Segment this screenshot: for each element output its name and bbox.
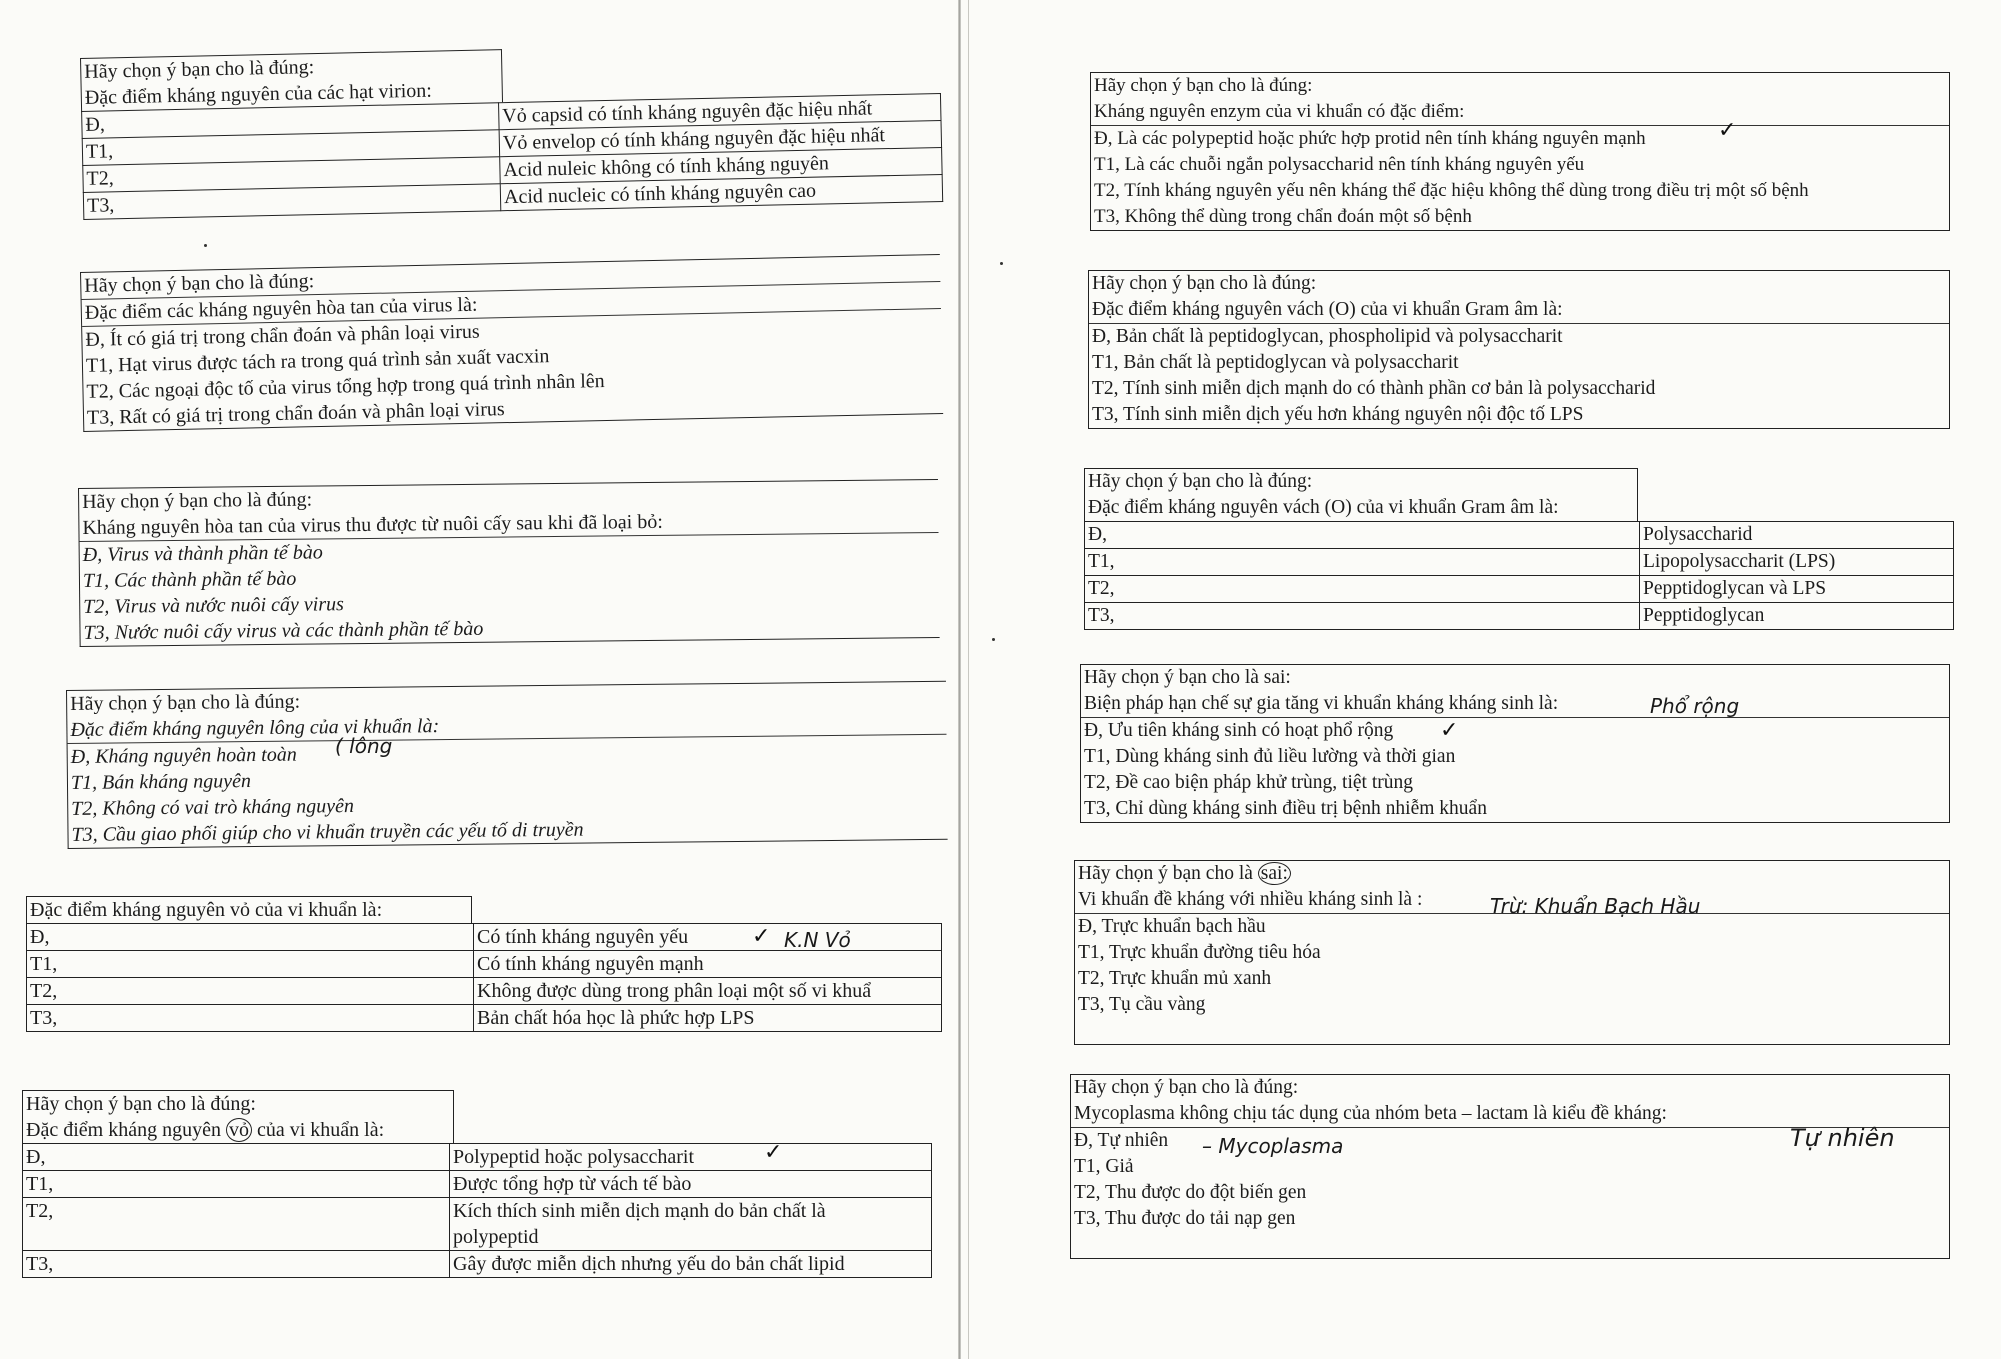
option-t2: T2, Thu được do đột biến gen — [1074, 1182, 1307, 1203]
question-soluble-antigen-features — [80, 254, 943, 432]
options-table — [22, 1143, 932, 1278]
option-key: T3, — [83, 184, 500, 220]
question-capsule-antigen-2 — [22, 1090, 932, 1278]
option-d: Đ, Ưu tiên kháng sinh có hoạt phổ rộng — [1084, 720, 1394, 741]
option-d: Đ, Là các polypeptid hoặc phức hợp protid nên tính kháng nguyên mạnh — [1094, 128, 1646, 149]
option-answer: Acid nucleic có tính kháng nguyên cao — [500, 174, 942, 210]
option-answer: Có tính kháng nguyên yếu — [474, 924, 942, 951]
question-mycoplasma-resistance — [1070, 1074, 1950, 1259]
option-t3: T3, Thu được do tải nạp gen — [1074, 1208, 1296, 1229]
option-t1: T1, Các thành phần tế bào — [82, 567, 297, 592]
option-t1: T1, Trực khuẩn đường tiêu hóa — [1078, 942, 1321, 963]
question-prompt: Hãy chọn ý bạn cho là sai: — [1075, 861, 1949, 887]
option-answer: Vỏ capsid có tính kháng nguyên đặc hiệu nhất — [499, 93, 941, 129]
option-key: T3, — [23, 1251, 450, 1278]
speck — [1000, 262, 1003, 265]
option-t2: T2, Tính kháng nguyên yếu nên kháng thể đặc hiệu không thể dùng trong điều trị một số bệnh — [1094, 180, 1809, 201]
check-mark-icon: ✓ — [1440, 718, 1459, 743]
option-d: Đ, Ít có giá trị trong chẩn đoán và phân loại virus — [85, 320, 480, 351]
option-key: T3, — [27, 1005, 474, 1032]
question-prompt: Hãy chọn ý bạn cho là đúng: — [1094, 75, 1313, 96]
option-t2: T2, Đề cao biện pháp khử trùng, tiệt trùng — [1084, 772, 1413, 793]
handwritten-note: ( lông — [335, 734, 393, 758]
option-t1: T1, Bản chất là peptidoglycan và polysaccharit — [1092, 352, 1459, 373]
question-prompt: Hãy chọn ý bạn cho là đúng: — [84, 56, 315, 83]
question-prompt: Hãy chọn ý bạn cho là đúng: — [82, 488, 313, 513]
option-t3: T3, Không thể dùng trong chẩn đoán một số bệnh — [1094, 206, 1472, 227]
question-stem: Kháng nguyên enzym của vi khuẩn có đặc điểm: — [1091, 99, 1949, 126]
option-key: Đ, — [27, 924, 474, 951]
handwritten-note: Tự nhiên — [1790, 1124, 1895, 1152]
option-answer: Bản chất hóa học là phức hợp LPS — [474, 1005, 942, 1032]
question-prompt: Hãy chọn ý bạn cho là đúng: — [26, 1093, 256, 1115]
option-answer: Lipopolysaccharit (LPS) — [1640, 549, 1954, 576]
question-enzyme-antigen — [1090, 72, 1950, 231]
option-key: Đ, — [23, 1144, 450, 1171]
check-mark-icon: ✓ — [764, 1140, 783, 1165]
option-t3: T3, Chỉ dùng kháng sinh điều trị bệnh nhiễm khuẩn — [1084, 798, 1487, 819]
question-stem: Đặc điểm kháng nguyên của các hạt virion: — [84, 79, 433, 109]
option-d: Đ, Trực khuẩn bạch hầu — [1078, 916, 1266, 937]
option-answer: Polypeptid hoặc polysaccharit — [450, 1144, 932, 1171]
question-stem: Đặc điểm kháng nguyên lông của vi khuẩn là: — [67, 708, 946, 744]
option-t1: T1, Bán kháng nguyên — [70, 770, 252, 794]
option-key: T2, — [27, 978, 474, 1005]
question-prompt: Hãy chọn ý bạn cho là đúng: — [1088, 471, 1313, 492]
option-key: T1, — [1085, 549, 1640, 576]
option-answer: Acid nuleic không có tính kháng nguyên — [500, 147, 942, 183]
question-stem: Đặc điểm kháng nguyên vỏ của vi khuẩn là: — [30, 899, 383, 921]
option-d: Đ, Tự nhiên — [1074, 1130, 1169, 1151]
option-t2: T2, Các ngoại độc tố của virus tổng hợp trong quá trình nhân lên — [86, 370, 605, 403]
speck — [204, 244, 207, 247]
option-key: T3, — [1085, 603, 1640, 630]
circled-word: vỏ — [226, 1118, 252, 1142]
option-t3: T3, Cầu giao phối giúp cho vi khuẩn truyền các yếu tố di truyền — [71, 818, 584, 846]
speck — [992, 638, 995, 641]
option-t2: T2, Trực khuẩn mủ xanh — [1078, 968, 1272, 989]
options-table — [81, 93, 943, 220]
option-key: Đ, — [1085, 522, 1640, 549]
option-d: Đ, Virus và thành phần tế bào — [82, 541, 323, 566]
option-answer: Polysaccharid — [1640, 522, 1954, 549]
option-t3: T3, Rất có giá trị trong chẩn đoán và phân loại virus — [86, 398, 505, 429]
option-answer: Không được dùng trong phân loại một số vi khuẩ — [474, 978, 942, 1005]
option-answer: Kích thích sinh miễn dịch mạnh do bản chất là polypeptid — [450, 1198, 932, 1251]
option-t2: T2, Không có vai trò kháng nguyên — [71, 794, 355, 820]
question-stem: Vi khuẩn đề kháng với nhiều kháng sinh là : — [1075, 887, 1949, 914]
question-flagellar-antigen — [66, 681, 948, 849]
circled-word: sai: — [1258, 862, 1291, 885]
check-mark-icon: ✓ — [1718, 118, 1737, 143]
question-multidrug-resistant-bacteria — [1074, 860, 1950, 1045]
check-mark-icon: ✓ — [752, 924, 771, 949]
question-stem: Đặc điểm kháng nguyên vách (O) của vi khuẩn Gram âm là: — [1089, 297, 1949, 324]
option-t2: T2, Virus và nước nuôi cấy virus — [83, 593, 344, 618]
question-stem: Đặc điểm các kháng nguyên hòa tan của virus là: — [82, 282, 941, 327]
option-d: Đ, Bản chất là peptidoglycan, phospholipid và polysaccharit — [1092, 326, 1563, 347]
option-t3: T3, Nước nuôi cấy virus và các thành phần tế bào — [83, 617, 484, 644]
question-prompt: Hãy chọn ý bạn cho là đúng: — [70, 690, 301, 715]
question-stem: Đặc điểm kháng nguyên vách (O) của vi khuẩn Gram âm là: — [1088, 497, 1559, 518]
option-answer: Có tính kháng nguyên mạnh — [474, 951, 942, 978]
question-prompt: Hãy chọn ý bạn cho là đúng: — [81, 255, 940, 300]
right-page — [970, 0, 2001, 1359]
question-prompt: Hãy chọn ý bạn cho là đúng: — [1092, 273, 1317, 294]
question-stem: Mycoplasma không chịu tác dụng của nhóm beta – lactam là kiểu đề kháng: — [1071, 1101, 1949, 1128]
question-virion-antigen — [80, 40, 933, 220]
option-t2: T2, Tính sinh miễn dịch mạnh do có thành phần cơ bản là polysaccharid — [1092, 378, 1656, 399]
option-t1: T1, Là các chuỗi ngắn polysaccharid nên tính kháng nguyên yếu — [1094, 154, 1585, 175]
question-soluble-antigen-culture — [78, 479, 940, 647]
handwritten-note: K.N Vỏ — [784, 928, 851, 952]
option-answer: Gây được miễn dịch nhưng yếu do bản chất lipid — [450, 1251, 932, 1278]
question-antibiotic-resistance-measures — [1080, 664, 1950, 823]
left-page — [0, 0, 960, 1359]
question-o-antigen-gram-negative — [1088, 270, 1950, 429]
question-stem: Biện pháp hạn chế sự gia tăng vi khuẩn kháng kháng sinh là: — [1081, 691, 1949, 718]
option-answer: Pepptidoglycan và LPS — [1640, 576, 1954, 603]
book-spine-edge — [968, 0, 969, 1359]
option-t1: T1, Dùng kháng sinh đủ liều lường và thời gian — [1084, 746, 1456, 767]
options-table — [1084, 521, 1954, 630]
option-t3: T3, Tính sinh miễn dịch yếu hơn kháng nguyên nội độc tố LPS — [1092, 404, 1584, 425]
option-key: T2, — [1085, 576, 1640, 603]
option-key: T2, — [23, 1198, 450, 1251]
question-stem: Đặc điểm kháng nguyên vỏ của vi khuẩn là: — [26, 1119, 385, 1141]
option-t3: T3, Tụ cầu vàng — [1078, 994, 1206, 1015]
option-key: T2, — [83, 157, 500, 193]
option-key: Đ, — [82, 103, 499, 139]
option-answer: Được tổng hợp từ vách tế bào — [450, 1171, 932, 1198]
question-prompt: Hãy chọn ý bạn cho là sai: — [1084, 667, 1291, 688]
question-o-antigen-table — [1084, 468, 1954, 630]
option-t1: T1, Giả — [1074, 1156, 1134, 1177]
question-prompt: Hãy chọn ý bạn cho là đúng: — [1074, 1077, 1299, 1098]
option-key: T1, — [23, 1171, 450, 1198]
option-key: T1, — [27, 951, 474, 978]
option-answer: Vỏ envelop có tính kháng nguyên đặc hiệu nhất — [499, 120, 941, 156]
option-key: T1, — [82, 130, 499, 166]
option-d: Đ, Kháng nguyên hoàn toàn — [70, 743, 297, 768]
option-answer: Pepptidoglycan — [1640, 603, 1954, 630]
question-capsule-antigen — [26, 896, 942, 1032]
option-t1: T1, Hạt virus được tách ra trong quá trình sản xuất vacxin — [85, 345, 550, 377]
handwritten-note: – Mycoplasma — [1202, 1134, 1344, 1158]
handwritten-note: Trừ: Khuẩn Bạch Hầu — [1490, 894, 1701, 918]
handwritten-note: Phổ rộng — [1650, 694, 1740, 718]
question-stem: Kháng nguyên hòa tan của virus thu được từ nuôi cấy sau khi đã loại bỏ: — [79, 506, 938, 542]
